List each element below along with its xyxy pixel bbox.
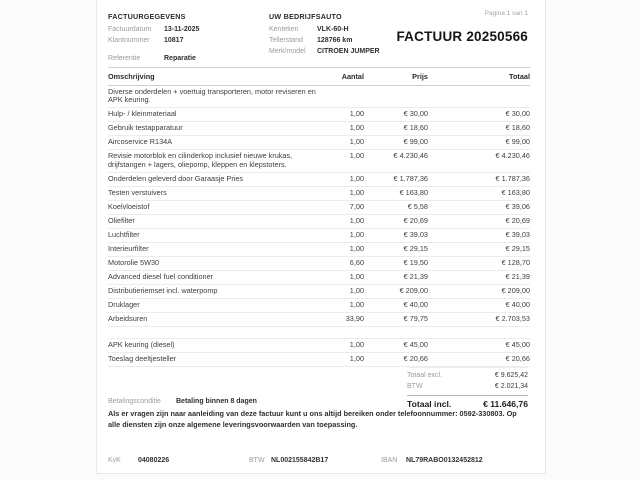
vat-label: BTW [407, 382, 423, 390]
item-description: Druklager [108, 298, 334, 312]
table-row [108, 150, 530, 173]
item-description: Toeslag deeltjesteller [108, 352, 334, 366]
item-price: € 163,80 [364, 187, 428, 201]
item-quantity: 1,00 [334, 122, 364, 136]
make-model-row [269, 46, 380, 57]
item-price: € 4.230,46 [364, 150, 428, 173]
iban-label: IBAN [381, 457, 398, 464]
table-row [108, 214, 530, 228]
item-total: € 18,60 [428, 122, 530, 136]
item-price: € 30,00 [364, 108, 428, 122]
table-row [108, 136, 530, 150]
item-description: Onderdelen geleverd door Garaasje Pries [108, 173, 334, 187]
item-price: € 20,69 [364, 214, 428, 228]
item-total: € 40,00 [428, 298, 530, 312]
column-header-quantity: Aantal [334, 68, 364, 86]
item-description: Luchtfilter [108, 228, 334, 242]
item-quantity: 6,60 [334, 256, 364, 270]
footer-note: Als er vragen zijn naar aanleiding van deze factuur kunt u ons altijd bereiken onder telefoonnummer: 0592-330803. Op alle diensten zijn onze algemene leveringsvoorwaarden van toepassing. [108, 409, 517, 429]
item-total: € 39,03 [428, 228, 530, 242]
customer-number-row [108, 35, 199, 46]
table-row [108, 352, 530, 366]
invoice-page [96, 0, 546, 474]
item-price: € 40,00 [364, 298, 428, 312]
table-row [108, 228, 530, 242]
table-row [108, 108, 530, 122]
payment-terms-label: Betalingsconditie [108, 398, 161, 405]
item-total: € 30,00 [428, 108, 530, 122]
invoice-title: FACTUUR 20250566 [396, 29, 528, 44]
table-row [108, 85, 530, 108]
column-header-price: Prijs [364, 68, 428, 86]
item-total: € 1.787,36 [428, 173, 530, 187]
invoice-date-label: Factuurdatum [108, 26, 152, 33]
license-plate-value: VLK-60-H [317, 26, 349, 33]
item-total: € 128,70 [428, 256, 530, 270]
item-quantity: 1,00 [334, 228, 364, 242]
item-description: Testen verstuivers [108, 187, 334, 201]
item-price: € 39,03 [364, 228, 428, 242]
item-total: € 21,39 [428, 270, 530, 284]
item-description: Aircoservice R134A [108, 136, 334, 150]
item-total: € 209,00 [428, 284, 530, 298]
item-quantity: 1,00 [334, 187, 364, 201]
grand-total-value: € 11.646,76 [483, 398, 528, 409]
table-row [108, 312, 530, 326]
item-price: € 18,60 [364, 122, 428, 136]
reference-label: Referentie [108, 55, 141, 62]
item-description: Arbeidsuren [108, 312, 334, 326]
item-quantity: 1,00 [334, 214, 364, 228]
reference-row [108, 53, 199, 64]
btw-value: NL002155842B17 [271, 457, 329, 464]
item-price: € 99,00 [364, 136, 428, 150]
item-total: € 20,66 [428, 352, 530, 366]
item-quantity: 7,00 [334, 200, 364, 214]
item-description [108, 326, 334, 338]
item-quantity: 33,90 [334, 312, 364, 326]
item-total: € 20,69 [428, 214, 530, 228]
item-description: Hulp- / kleinmateriaal [108, 108, 334, 122]
page-indicator: Pagina 1 van 1 [484, 10, 528, 17]
item-quantity [334, 85, 364, 108]
registration-footer [108, 457, 530, 469]
btw-label: BTW [249, 457, 265, 464]
odometer-label: Tellerstand [269, 37, 303, 44]
item-total: € 4.230,46 [428, 150, 530, 173]
item-price: € 209,00 [364, 284, 428, 298]
item-total: € 45,00 [428, 338, 530, 352]
payment-terms-value: Betaling binnen 8 dagen [176, 398, 257, 405]
customer-number-value: 10817 [164, 37, 184, 44]
subtotal-row [407, 371, 528, 382]
invoice-info-section [108, 11, 199, 64]
vat-row [407, 382, 528, 393]
item-price: € 21,39 [364, 270, 428, 284]
item-description: Gebruik testapparatuur [108, 122, 334, 136]
item-total: € 29,15 [428, 242, 530, 256]
table-row [108, 326, 530, 338]
column-header-description: Omschrijving [108, 68, 334, 86]
item-total: € 39,06 [428, 200, 530, 214]
table-row [108, 200, 530, 214]
table-row [108, 256, 530, 270]
iban-value: NL79RABO0132452812 [406, 457, 483, 464]
item-quantity: 1,00 [334, 298, 364, 312]
item-price [364, 85, 428, 108]
table-row [108, 270, 530, 284]
item-description: Oliefilter [108, 214, 334, 228]
invoice-info-heading: FACTUURGEGEVENS [108, 12, 186, 21]
make-model-value: CITROEN JUMPER [317, 48, 380, 55]
item-description: Motorolie 5W30 [108, 256, 334, 270]
item-description: Distributieriemset incl. waterpomp [108, 284, 334, 298]
item-description: Koelvloeistof [108, 200, 334, 214]
invoice-date-value: 13-11-2025 [164, 26, 200, 33]
license-plate-label: Kenteken [269, 26, 299, 33]
table-row [108, 338, 530, 352]
item-quantity: 1,00 [334, 338, 364, 352]
item-total: € 99,00 [428, 136, 530, 150]
item-price: € 1.787,36 [364, 173, 428, 187]
item-quantity: 1,00 [334, 242, 364, 256]
item-price: € 19,50 [364, 256, 428, 270]
make-model-label: Merk/model [269, 48, 306, 55]
odometer-value: 128766 km [317, 37, 353, 44]
table-header-row [108, 68, 530, 86]
invoice-table-body [108, 85, 530, 366]
item-price: € 29,15 [364, 242, 428, 256]
kvk-value: 04080226 [138, 457, 170, 464]
odometer-row [269, 35, 380, 46]
reference-value: Reparatie [164, 55, 196, 62]
kvk-label: KvK [108, 457, 121, 464]
item-price: € 20,66 [364, 352, 428, 366]
table-row [108, 187, 530, 201]
subtotal-value: € 9.625,42 [494, 372, 528, 379]
grand-total-label: Totaal incl. [407, 398, 452, 409]
item-description: APK keuring (diesel) [108, 338, 334, 352]
item-total: € 2.703,53 [428, 312, 530, 326]
vat-value: € 2.021,34 [494, 382, 528, 390]
table-row [108, 122, 530, 136]
customer-number-label: Klantnummer [108, 37, 150, 44]
item-total [428, 326, 530, 338]
item-price [364, 326, 428, 338]
totals-divider [407, 395, 528, 396]
table-row [108, 284, 530, 298]
vehicle-info-heading: UW BEDRIJFSAUTO [269, 12, 342, 21]
item-description: Revisie motorblok en cilinderkop inclusief nieuwe krukas, drijfstangen + lagers, oliepomp, kleppen en klepstoters. [108, 150, 334, 173]
totals-section [407, 367, 528, 409]
payment-terms-row [108, 396, 257, 407]
invoice-date-row [108, 24, 199, 35]
item-quantity [334, 326, 364, 338]
item-quantity: 1,00 [334, 284, 364, 298]
item-price: € 5,58 [364, 200, 428, 214]
table-row [108, 298, 530, 312]
item-description: Interieurfilter [108, 242, 334, 256]
item-quantity: 1,00 [334, 150, 364, 173]
column-header-total: Totaal [428, 68, 530, 86]
item-description: Diverse onderdelen + voertuig transporteren, motor reviseren en APK keuring. [108, 85, 334, 108]
item-price: € 79,75 [364, 312, 428, 326]
item-quantity: 1,00 [334, 136, 364, 150]
subtotal-label: Totaal excl. [407, 372, 443, 379]
grand-total-row [407, 399, 528, 409]
item-price: € 45,00 [364, 338, 428, 352]
item-description: Advanced diesel fuel conditioner [108, 270, 334, 284]
item-total: € 163,80 [428, 187, 530, 201]
item-total [428, 85, 530, 108]
item-quantity: 1,00 [334, 173, 364, 187]
item-quantity: 1,00 [334, 352, 364, 366]
table-row [108, 173, 530, 187]
line-items-table [108, 67, 530, 367]
license-plate-row [269, 24, 380, 35]
item-quantity: 1,00 [334, 270, 364, 284]
table-row [108, 242, 530, 256]
item-quantity: 1,00 [334, 108, 364, 122]
vehicle-info-section [269, 11, 380, 57]
